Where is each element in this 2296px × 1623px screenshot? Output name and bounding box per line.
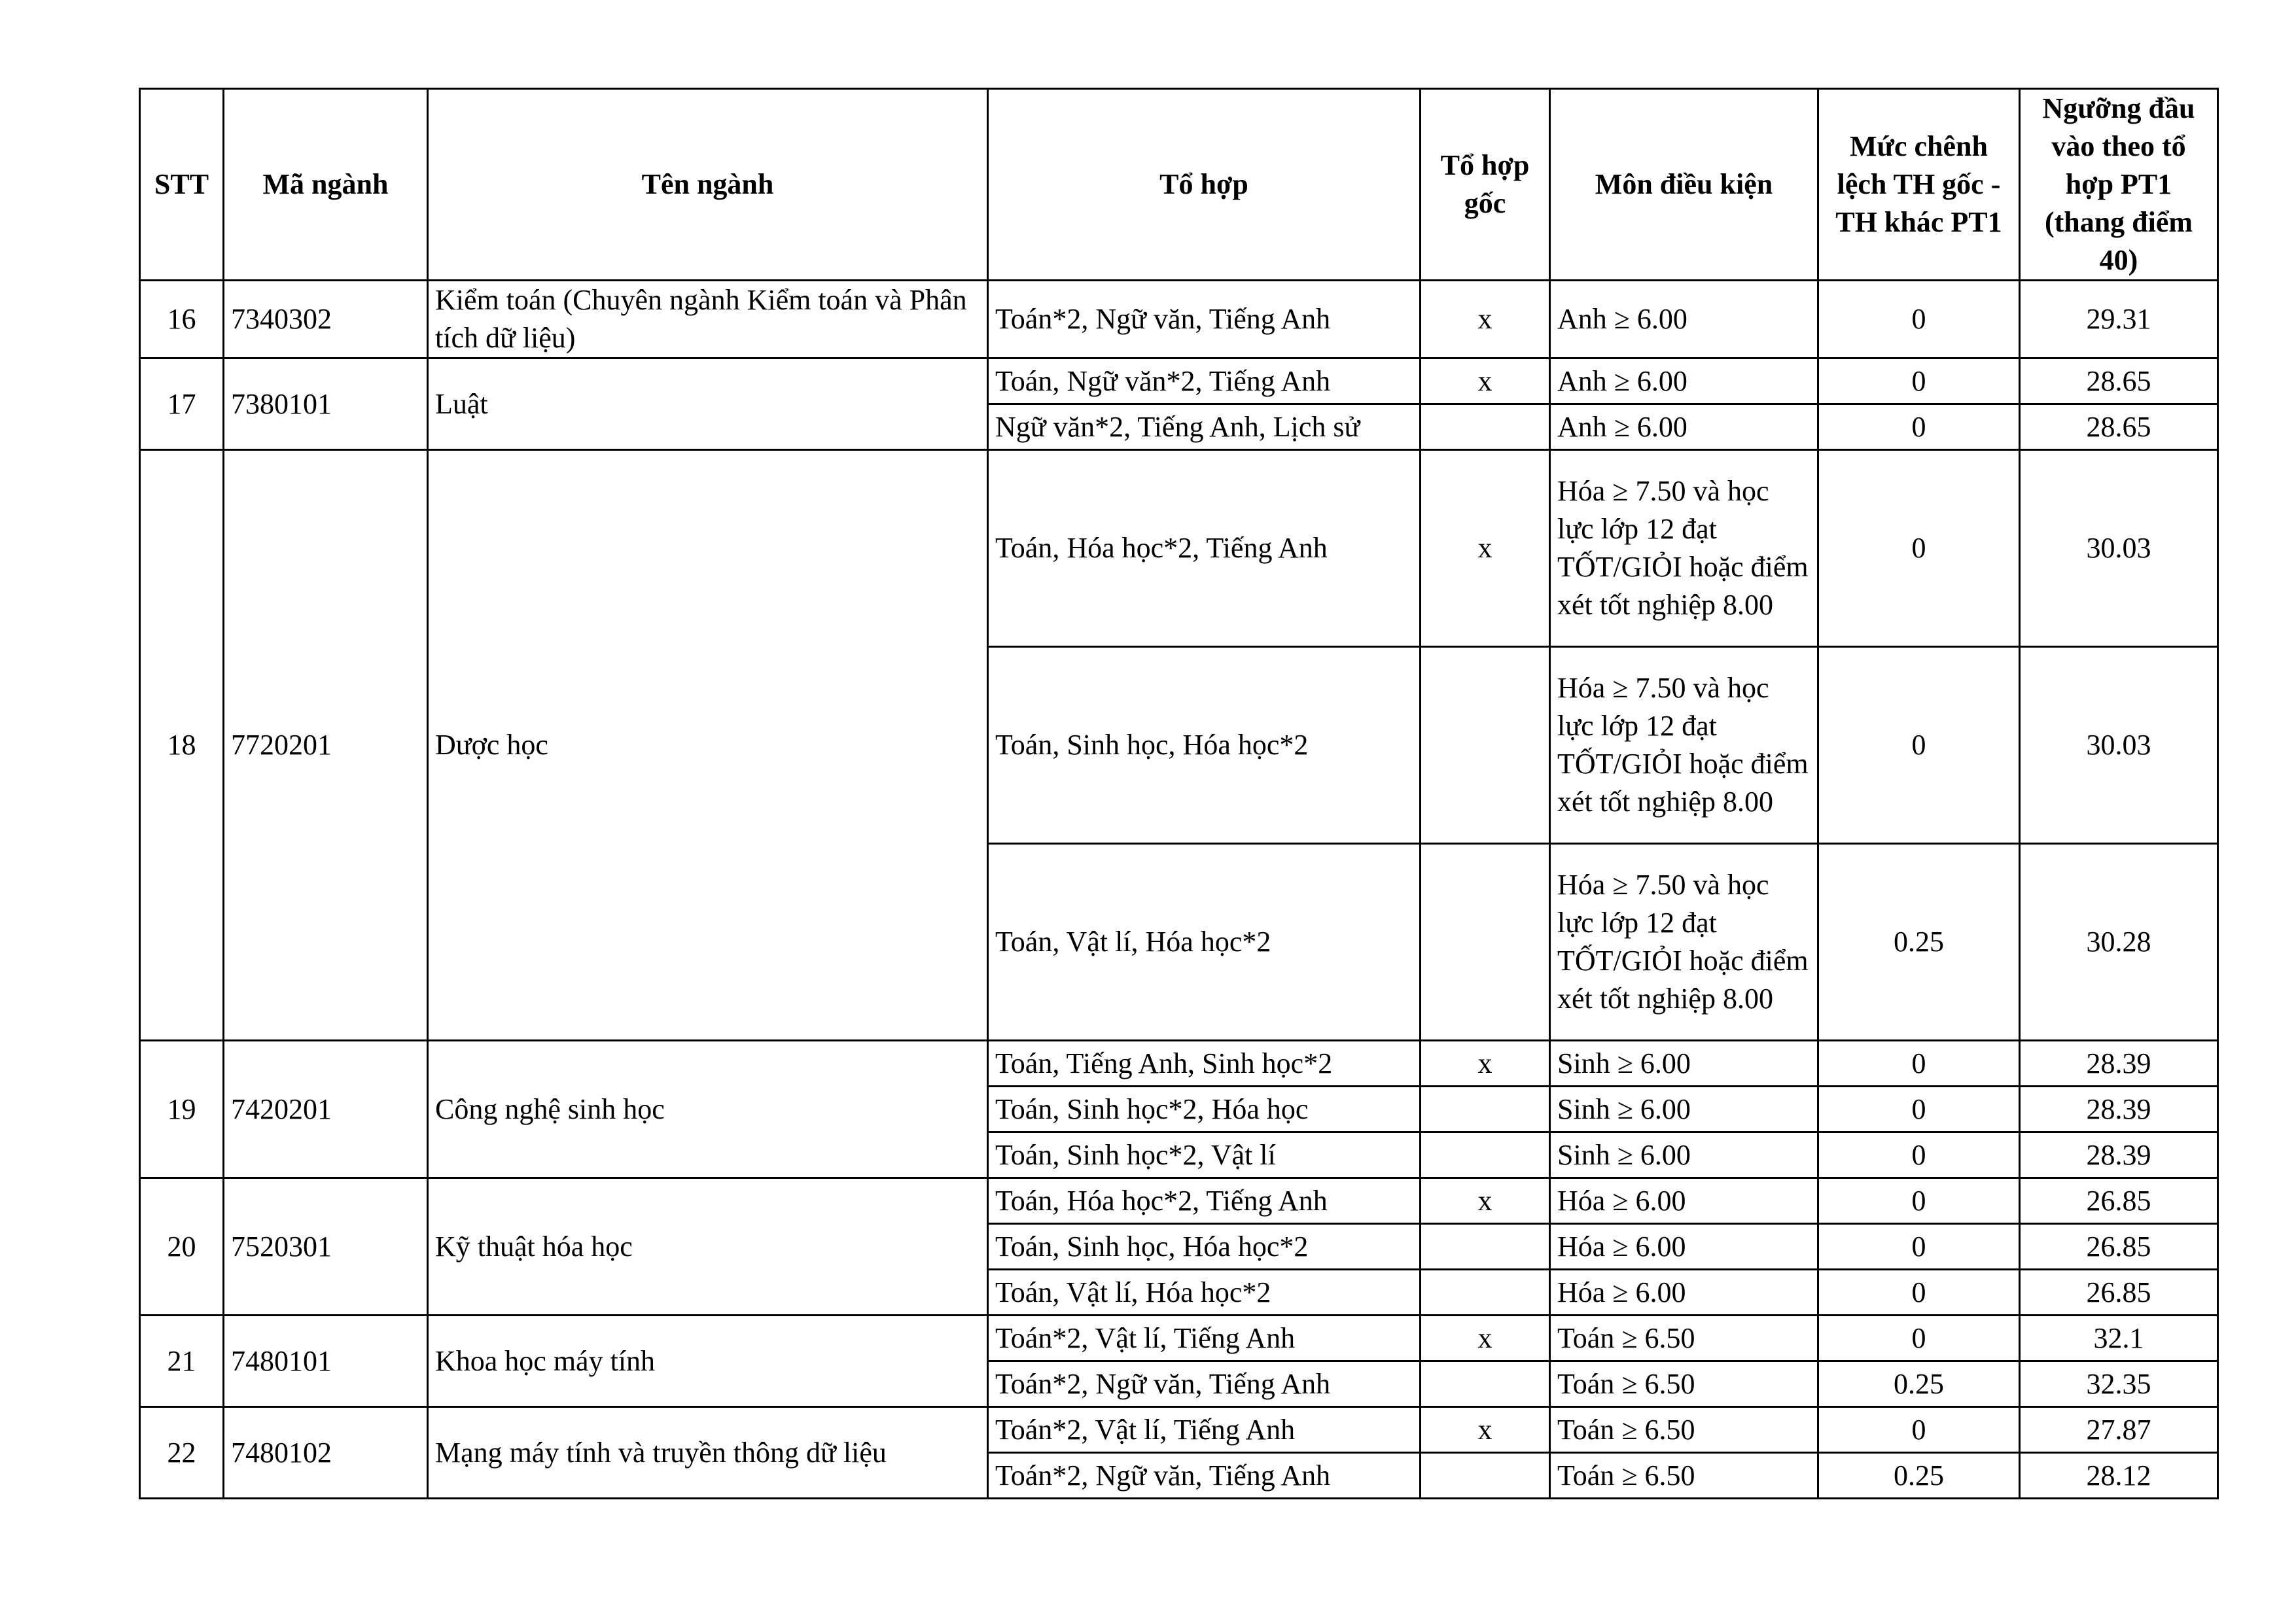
- difference-cell: 0: [1818, 1178, 2020, 1224]
- combination-cell: Toán*2, Ngữ văn, Tiếng Anh: [988, 1361, 1421, 1407]
- threshold-cell: 29.31: [2020, 281, 2218, 358]
- original-mark-cell: [1421, 1087, 1550, 1132]
- table-row: [140, 358, 2218, 404]
- original-mark-cell: [1421, 647, 1550, 844]
- difference-cell: 0: [1818, 1041, 2020, 1087]
- difference-cell: 0: [1818, 1224, 2020, 1270]
- table-row: [140, 450, 2218, 647]
- threshold-cell: 30.03: [2020, 450, 2218, 647]
- threshold-cell: 32.35: [2020, 1361, 2218, 1407]
- threshold-cell: 28.39: [2020, 1132, 2218, 1178]
- original-mark-cell: x: [1421, 1316, 1550, 1361]
- original-mark-cell: [1421, 404, 1550, 450]
- stt-cell: 17: [140, 358, 224, 450]
- combination-cell: Toán*2, Vật lí, Tiếng Anh: [988, 1407, 1421, 1453]
- table-header-row: [140, 89, 2218, 281]
- combination-cell: Ngữ văn*2, Tiếng Anh, Lịch sử: [988, 404, 1421, 450]
- stt-cell: 21: [140, 1316, 224, 1407]
- difference-cell: 0: [1818, 1316, 2020, 1361]
- difference-cell: 0: [1818, 1087, 2020, 1132]
- major-name-cell: Kỹ thuật hóa học: [428, 1178, 988, 1316]
- header-condition-subject: Môn điều kiện: [1550, 89, 1818, 281]
- difference-cell: 0.25: [1818, 844, 2020, 1041]
- major-code-cell: 7480101: [224, 1316, 428, 1407]
- condition-cell: Sinh ≥ 6.00: [1550, 1087, 1818, 1132]
- original-mark-cell: [1421, 1132, 1550, 1178]
- major-code-cell: 7340302: [224, 281, 428, 358]
- major-name-cell: Kiểm toán (Chuyên ngành Kiểm toán và Phân tích dữ liệu): [428, 281, 988, 358]
- combination-cell: Toán, Vật lí, Hóa học*2: [988, 844, 1421, 1041]
- original-mark-cell: x: [1421, 1041, 1550, 1087]
- stt-cell: 19: [140, 1041, 224, 1178]
- threshold-cell: 30.28: [2020, 844, 2218, 1041]
- header-entry-threshold: Ngưỡng đầu vào theo tổ hợp PT1 (thang điểm 40): [2020, 89, 2218, 281]
- difference-cell: 0: [1818, 404, 2020, 450]
- threshold-cell: 28.65: [2020, 358, 2218, 404]
- threshold-cell: 28.39: [2020, 1087, 2218, 1132]
- stt-cell: 16: [140, 281, 224, 358]
- major-code-cell: 7420201: [224, 1041, 428, 1178]
- table-row: [140, 1316, 2218, 1361]
- major-name-cell: Mạng máy tính và truyền thông dữ liệu: [428, 1407, 988, 1499]
- stt-cell: 22: [140, 1407, 224, 1499]
- combination-cell: Toán, Sinh học, Hóa học*2: [988, 1224, 1421, 1270]
- original-mark-cell: [1421, 1270, 1550, 1316]
- difference-cell: 0.25: [1818, 1453, 2020, 1499]
- table-row: [140, 1178, 2218, 1224]
- major-name-cell: Khoa học máy tính: [428, 1316, 988, 1407]
- major-code-cell: 7380101: [224, 358, 428, 450]
- difference-cell: 0: [1818, 358, 2020, 404]
- condition-cell: Hóa ≥ 7.50 và học lực lớp 12 đạt TỐT/GIỎI hoặc điểm xét tốt nghiệp 8.00: [1550, 647, 1818, 844]
- threshold-cell: 28.39: [2020, 1041, 2218, 1087]
- header-major-code: Mã ngành: [224, 89, 428, 281]
- difference-cell: 0.25: [1818, 1361, 2020, 1407]
- condition-cell: Toán ≥ 6.50: [1550, 1361, 1818, 1407]
- difference-cell: 0: [1818, 450, 2020, 647]
- major-name-cell: Luật: [428, 358, 988, 450]
- condition-cell: Anh ≥ 6.00: [1550, 358, 1818, 404]
- original-mark-cell: [1421, 1224, 1550, 1270]
- threshold-cell: 28.65: [2020, 404, 2218, 450]
- condition-cell: Hóa ≥ 7.50 và học lực lớp 12 đạt TỐT/GIỎI hoặc điểm xét tốt nghiệp 8.00: [1550, 450, 1818, 647]
- threshold-cell: 32.1: [2020, 1316, 2218, 1361]
- condition-cell: Sinh ≥ 6.00: [1550, 1041, 1818, 1087]
- threshold-cell: 28.12: [2020, 1453, 2218, 1499]
- difference-cell: 0: [1818, 1407, 2020, 1453]
- combination-cell: Toán, Hóa học*2, Tiếng Anh: [988, 450, 1421, 647]
- combination-cell: Toán*2, Vật lí, Tiếng Anh: [988, 1316, 1421, 1361]
- stt-cell: 20: [140, 1178, 224, 1316]
- condition-cell: Toán ≥ 6.50: [1550, 1316, 1818, 1361]
- difference-cell: 0: [1818, 281, 2020, 358]
- major-code-cell: 7720201: [224, 450, 428, 1041]
- combination-cell: Toán, Sinh học*2, Vật lí: [988, 1132, 1421, 1178]
- condition-cell: Anh ≥ 6.00: [1550, 404, 1818, 450]
- condition-cell: Sinh ≥ 6.00: [1550, 1132, 1818, 1178]
- original-mark-cell: [1421, 1453, 1550, 1499]
- original-mark-cell: x: [1421, 281, 1550, 358]
- condition-cell: Toán ≥ 6.50: [1550, 1407, 1818, 1453]
- table-row: [140, 1041, 2218, 1087]
- combination-cell: Toán*2, Ngữ văn, Tiếng Anh: [988, 281, 1421, 358]
- threshold-cell: 30.03: [2020, 647, 2218, 844]
- table-row: [140, 281, 2218, 358]
- original-mark-cell: x: [1421, 1178, 1550, 1224]
- table-row: [140, 1407, 2218, 1453]
- difference-cell: 0: [1818, 1270, 2020, 1316]
- difference-cell: 0: [1818, 1132, 2020, 1178]
- condition-cell: Toán ≥ 6.50: [1550, 1453, 1818, 1499]
- condition-cell: Hóa ≥ 6.00: [1550, 1224, 1818, 1270]
- threshold-cell: 26.85: [2020, 1178, 2218, 1224]
- stt-cell: 18: [140, 450, 224, 1041]
- condition-cell: Hóa ≥ 6.00: [1550, 1270, 1818, 1316]
- header-subject-combination: Tổ hợp: [988, 89, 1421, 281]
- threshold-cell: 26.85: [2020, 1270, 2218, 1316]
- major-code-cell: 7520301: [224, 1178, 428, 1316]
- combination-cell: Toán*2, Ngữ văn, Tiếng Anh: [988, 1453, 1421, 1499]
- admission-threshold-table: [139, 88, 2219, 1499]
- original-mark-cell: [1421, 1361, 1550, 1407]
- major-name-cell: Dược học: [428, 450, 988, 1041]
- header-stt: STT: [140, 89, 224, 281]
- original-mark-cell: x: [1421, 358, 1550, 404]
- combination-cell: Toán, Hóa học*2, Tiếng Anh: [988, 1178, 1421, 1224]
- combination-cell: Toán, Tiếng Anh, Sinh học*2: [988, 1041, 1421, 1087]
- combination-cell: Toán, Ngữ văn*2, Tiếng Anh: [988, 358, 1421, 404]
- combination-cell: Toán, Vật lí, Hóa học*2: [988, 1270, 1421, 1316]
- combination-cell: Toán, Sinh học, Hóa học*2: [988, 647, 1421, 844]
- threshold-cell: 26.85: [2020, 1224, 2218, 1270]
- condition-cell: Hóa ≥ 6.00: [1550, 1178, 1818, 1224]
- header-major-name: Tên ngành: [428, 89, 988, 281]
- condition-cell: Hóa ≥ 7.50 và học lực lớp 12 đạt TỐT/GIỎI hoặc điểm xét tốt nghiệp 8.00: [1550, 844, 1818, 1041]
- header-original-combination: Tổ hợp gốc: [1421, 89, 1550, 281]
- condition-cell: Anh ≥ 6.00: [1550, 281, 1818, 358]
- header-score-difference: Mức chênh lệch TH gốc - TH khác PT1: [1818, 89, 2020, 281]
- major-name-cell: Công nghệ sinh học: [428, 1041, 988, 1178]
- original-mark-cell: x: [1421, 1407, 1550, 1453]
- original-mark-cell: x: [1421, 450, 1550, 647]
- threshold-cell: 27.87: [2020, 1407, 2218, 1453]
- combination-cell: Toán, Sinh học*2, Hóa học: [988, 1087, 1421, 1132]
- original-mark-cell: [1421, 844, 1550, 1041]
- major-code-cell: 7480102: [224, 1407, 428, 1499]
- difference-cell: 0: [1818, 647, 2020, 844]
